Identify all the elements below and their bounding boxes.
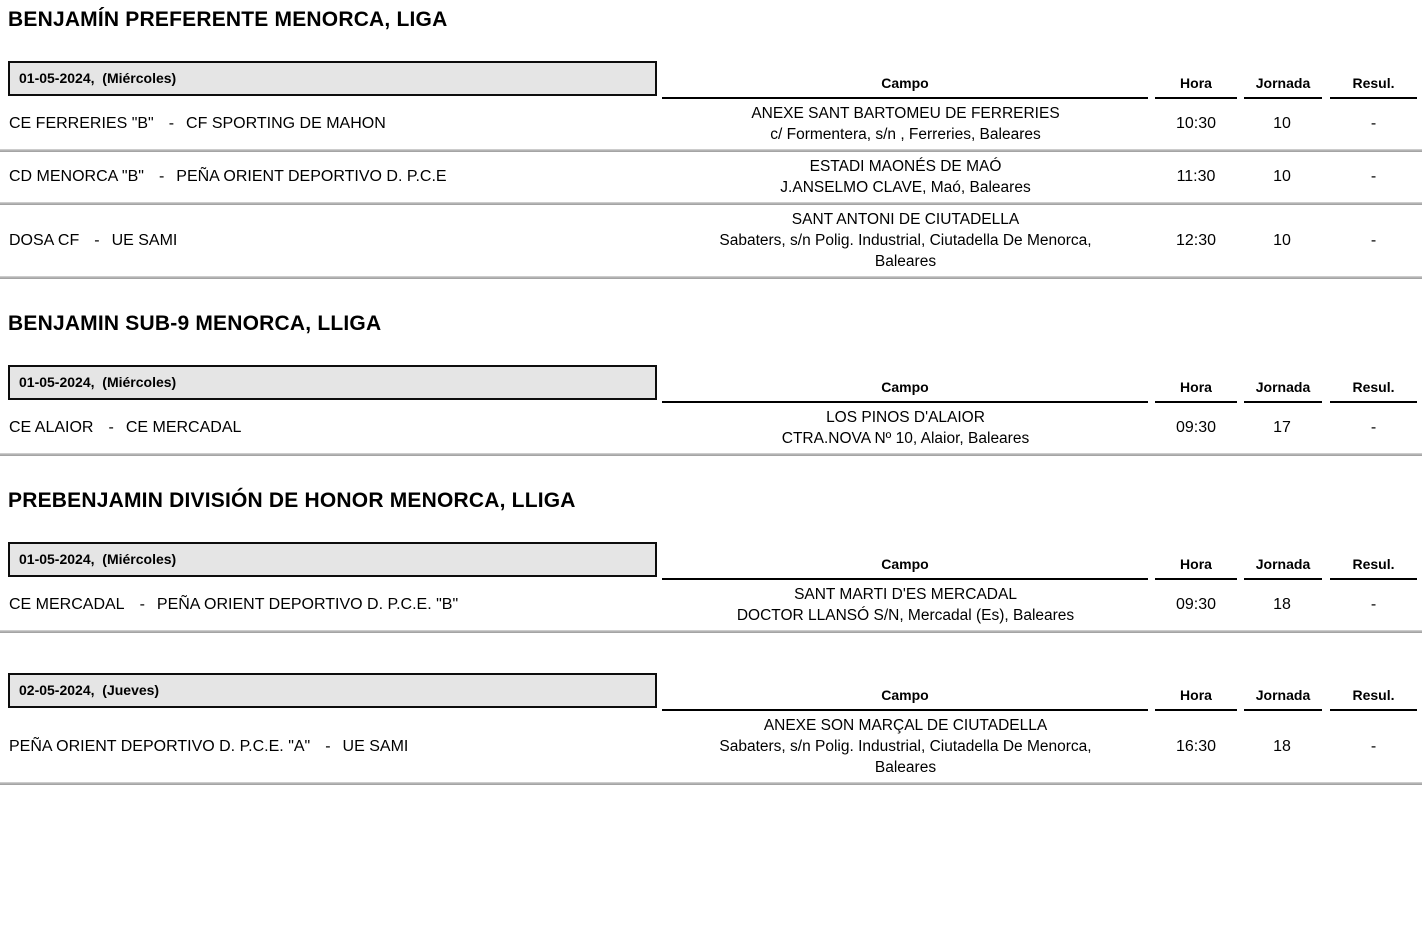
match-row — [8, 205, 1422, 276]
column-header-hora: Hora — [1155, 678, 1237, 711]
vs-dash: - — [108, 419, 114, 436]
date-box: 01-05-2024, (Miércoles) — [8, 365, 657, 400]
section-title: BENJAMÍN PREFERENTE MENORCA, LIGA — [8, 8, 448, 31]
column-header-resul: Resul. — [1330, 547, 1417, 580]
match-venue — [657, 407, 1154, 449]
match-venue — [657, 156, 1154, 198]
away-team: PEÑA ORIENT DEPORTIVO D. P.C.E — [176, 168, 447, 185]
match-hora: 11:30 — [1176, 168, 1216, 185]
match-hora: 09:30 — [1175, 596, 1217, 613]
vs-dash: - — [325, 737, 331, 755]
venue-address: DOCTOR LLANSÓ S/N, Mercadal (Es), Baleares — [736, 607, 1075, 624]
venue-address: J.ANSELMO CLAVE, Maó, Baleares — [780, 179, 1031, 196]
match-venue — [657, 584, 1154, 626]
match-hora: 16:30 — [1175, 737, 1217, 755]
column-header-jornada: Jornada — [1244, 370, 1322, 403]
match-jornada: 17 — [1273, 419, 1291, 436]
section-separator — [0, 276, 1422, 279]
column-header-resul: Resul. — [1330, 66, 1417, 99]
home-team: CE FERRERIES "B" — [9, 115, 154, 132]
section-benjamin-preferente — [0, 9, 1422, 279]
column-header-campo: Campo — [662, 678, 1148, 711]
block-separator — [0, 630, 1422, 633]
date-header-row — [8, 365, 1422, 403]
match-resul: - — [1370, 419, 1377, 436]
match-resul: - — [1370, 231, 1377, 249]
match-teams — [8, 418, 657, 438]
match-jornada: 10 — [1273, 168, 1291, 185]
section-separator — [0, 782, 1422, 785]
section-separator — [0, 453, 1422, 456]
date-header-row — [8, 61, 1422, 99]
date-box: 02-05-2024, (Jueves) — [8, 673, 657, 708]
away-team: CF SPORTING DE MAHON — [186, 115, 386, 132]
match-resul: - — [1370, 596, 1377, 613]
column-header-hora: Hora — [1155, 547, 1237, 580]
date-box: 01-05-2024, (Miércoles) — [8, 61, 657, 96]
venue-address: c/ Formentera, s/n , Ferreries, Baleares — [770, 126, 1041, 143]
column-header-campo: Campo — [662, 66, 1148, 99]
column-header-hora: Hora — [1155, 66, 1237, 99]
away-team: UE SAMI — [111, 231, 178, 249]
home-team: DOSA CF — [9, 231, 80, 249]
column-header-resul: Resul. — [1330, 370, 1417, 403]
column-header-jornada: Jornada — [1244, 678, 1322, 711]
venue-name: ANEXE SANT BARTOMEU DE FERRERIES — [751, 105, 1060, 122]
column-header-resul: Resul. — [1330, 678, 1417, 711]
match-teams — [8, 114, 657, 134]
column-header-campo: Campo — [662, 547, 1148, 580]
vs-dash: - — [168, 115, 175, 132]
home-team: CD MENORCA "B" — [9, 168, 144, 185]
match-jornada: 10 — [1273, 231, 1291, 249]
venue-address: CTRA.NOVA Nº 10, Alaior, Baleares — [781, 430, 1030, 447]
column-header-jornada: Jornada — [1244, 66, 1322, 99]
venue-address: Sabaters, s/n Polig. Industrial, Ciutadella De Menorca, Baleares — [719, 232, 1092, 270]
match-teams — [8, 231, 657, 251]
date-box: 01-05-2024, (Miércoles) — [8, 542, 657, 577]
match-row — [8, 99, 1422, 149]
match-resul: - — [1370, 115, 1377, 132]
match-venue — [657, 715, 1154, 778]
section-title: PREBENJAMIN DIVISIÓN DE HONOR MENORCA, LLIGA — [8, 489, 576, 512]
vs-dash: - — [158, 168, 165, 185]
column-header-jornada: Jornada — [1244, 547, 1322, 580]
venue-name: SANT MARTI D'ES MERCADAL — [794, 586, 1017, 603]
match-teams — [8, 167, 657, 187]
match-row — [8, 403, 1422, 453]
vs-dash: - — [94, 231, 100, 249]
match-hora: 10:30 — [1175, 115, 1217, 132]
venue-name: LOS PINOS D'ALAIOR — [826, 409, 985, 426]
match-teams — [8, 595, 657, 615]
match-hora: 12:30 — [1175, 231, 1217, 249]
section-title: BENJAMIN SUB-9 MENORCA, LLIGA — [8, 312, 382, 335]
vs-dash: - — [139, 596, 145, 613]
venue-name: ESTADI MAONÉS DE MAÓ — [809, 158, 1002, 175]
match-jornada: 10 — [1273, 115, 1291, 132]
home-team: PEÑA ORIENT DEPORTIVO D. P.C.E. "A" — [9, 737, 311, 755]
match-venue — [657, 209, 1154, 272]
home-team: CE MERCADAL — [9, 596, 125, 613]
match-jornada: 18 — [1273, 596, 1291, 613]
match-hora: 09:30 — [1175, 419, 1217, 436]
home-team: CE ALAIOR — [9, 419, 94, 436]
section-prebenjamin-division-honor — [0, 490, 1422, 785]
column-header-hora: Hora — [1155, 370, 1237, 403]
away-team: CE MERCADAL — [125, 419, 242, 436]
section-benjamin-sub9 — [0, 313, 1422, 456]
away-team: PEÑA ORIENT DEPORTIVO D. P.C.E. "B" — [156, 596, 459, 613]
match-row — [8, 580, 1422, 630]
match-venue — [657, 103, 1154, 145]
venue-name: ANEXE SON MARÇAL DE CIUTADELLA — [763, 717, 1048, 734]
match-teams — [8, 737, 657, 757]
match-resul: - — [1370, 737, 1377, 755]
venue-name: SANT ANTONI DE CIUTADELLA — [791, 211, 1020, 228]
away-team: UE SAMI — [342, 737, 409, 755]
match-row — [8, 152, 1422, 202]
match-jornada: 18 — [1273, 737, 1291, 755]
match-row — [8, 711, 1422, 782]
column-header-campo: Campo — [662, 370, 1148, 403]
date-header-row — [8, 542, 1422, 580]
date-header-row — [8, 673, 1422, 711]
match-resul: - — [1370, 168, 1377, 185]
venue-address: Sabaters, s/n Polig. Industrial, Ciutadella De Menorca, Baleares — [719, 738, 1092, 776]
